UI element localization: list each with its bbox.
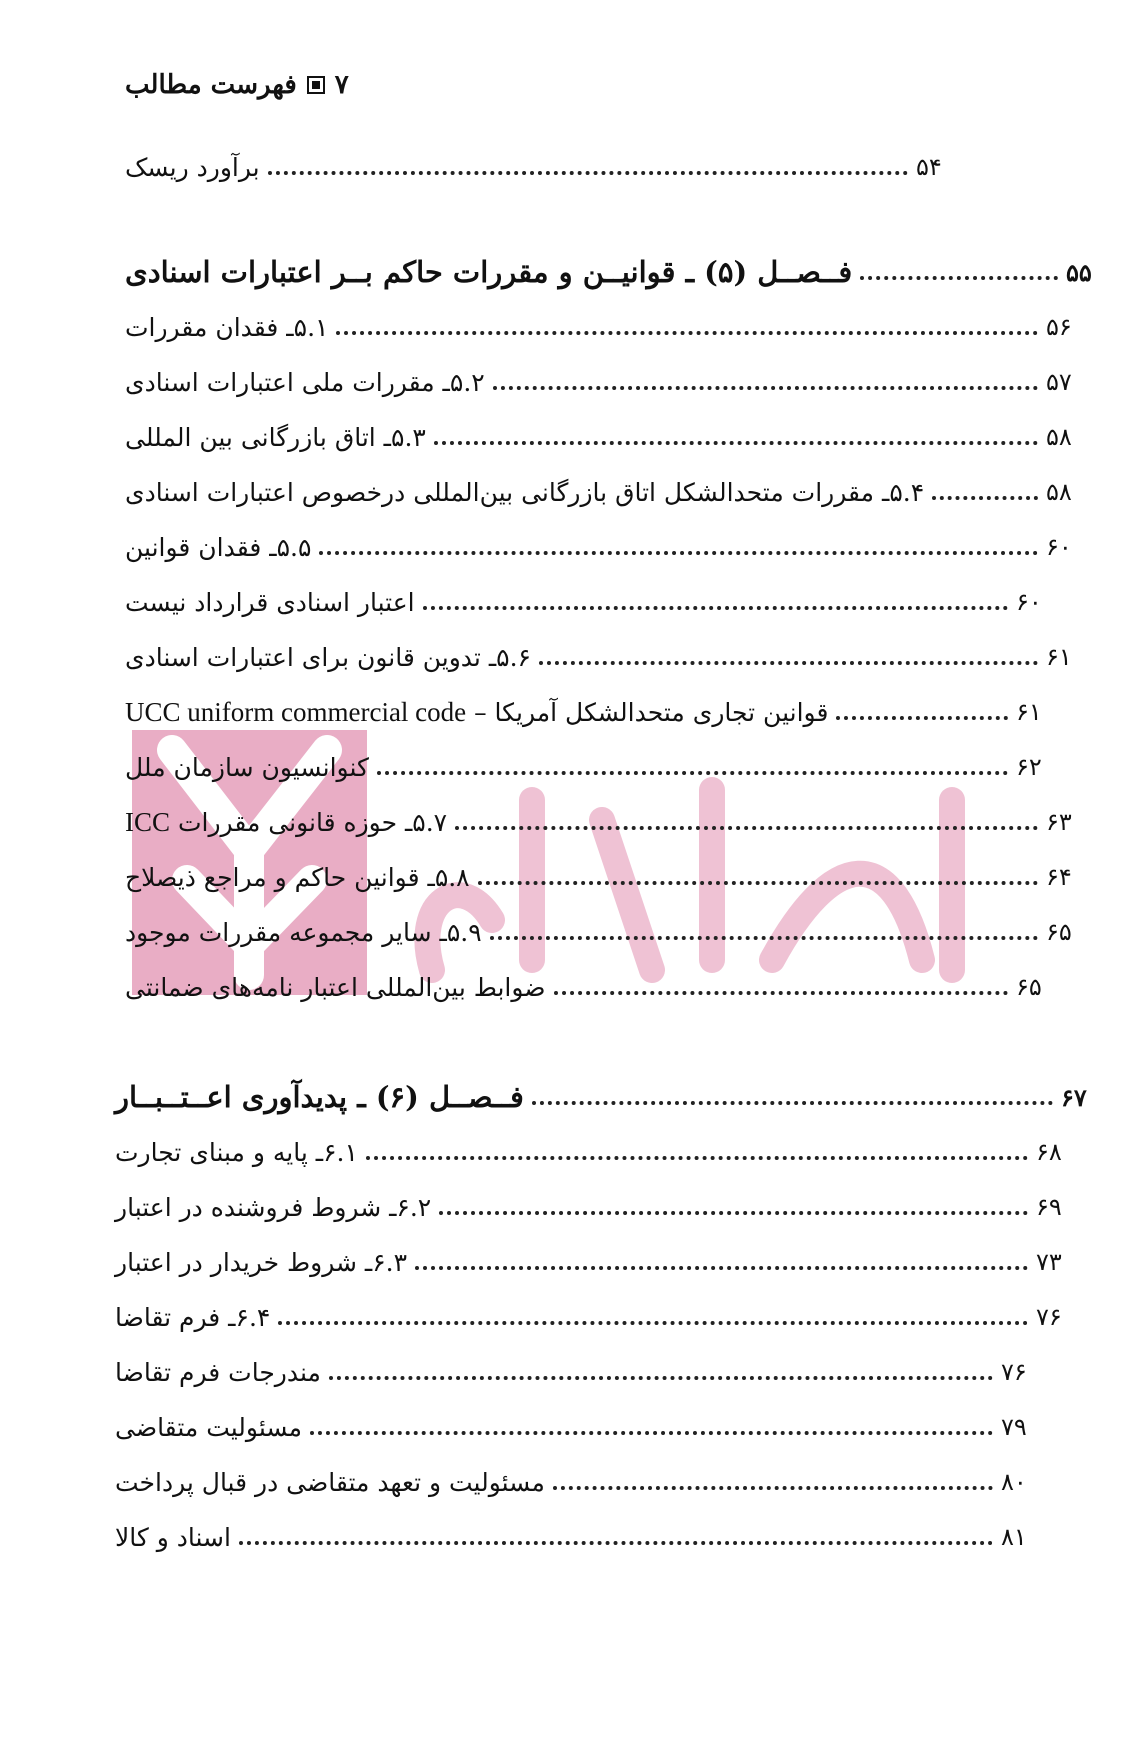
toc-page-number: ۶۴ <box>1046 863 1072 891</box>
toc-entry-title <box>125 697 828 728</box>
dot-leader <box>415 1266 1028 1270</box>
toc-page-number: ۸۱ <box>1001 1523 1027 1551</box>
dot-leader <box>553 1486 993 1490</box>
toc-page-number: ۶۰ <box>1046 533 1072 561</box>
toc-page-number: ۵۸ <box>1046 478 1072 506</box>
toc-page-number: ۵۴ <box>916 153 942 181</box>
toc-entry-title: ۵.۵ـ فقدان قوانین <box>125 532 312 562</box>
toc-page-number: ۶۰ <box>1016 588 1042 616</box>
toc-page-number: ۶۹ <box>1036 1193 1062 1221</box>
header-page-number: ۷ <box>334 70 349 100</box>
toc-entry-title: ضوابط بین‌المللی اعتبار نامه‌های ضمانتی <box>125 972 546 1002</box>
toc-page-number: ۶۸ <box>1036 1138 1062 1166</box>
dot-leader <box>478 881 1038 885</box>
toc-entry[interactable] <box>115 1350 1045 1394</box>
toc-entry-title: مسئولیت و تعهد متقاضی در قبال پرداخت <box>115 1467 545 1497</box>
toc-entry[interactable] <box>125 745 1060 789</box>
toc-entry[interactable] <box>115 1240 1080 1284</box>
toc-entry-title: ۵.۸ـ قوانین حاکم و مراجع ذیصلاح <box>125 862 470 892</box>
toc-entry[interactable] <box>125 525 1090 569</box>
toc-page-number: ۷۶ <box>1001 1358 1027 1386</box>
dot-leader <box>268 171 908 175</box>
toc-entry[interactable] <box>125 855 1090 899</box>
toc-page-number: ۶۳ <box>1046 808 1072 836</box>
dot-leader <box>836 716 1008 720</box>
toc-entry-title <box>125 807 447 838</box>
toc-entry[interactable] <box>115 1515 1045 1559</box>
dot-leader <box>493 386 1038 390</box>
dot-leader <box>539 661 1038 665</box>
toc-entry-title: ۵.۲ـ مقررات ملی اعتبارات اسنادی <box>125 367 485 397</box>
dot-leader <box>423 606 1008 610</box>
toc-entry[interactable] <box>125 635 1090 679</box>
toc-page-number: ۶۷ <box>1061 1082 1087 1112</box>
toc-entry-title: ۵.۶ـ تدوین قانون برای اعتبارات اسنادی <box>125 642 531 672</box>
toc-entry-title-fa: قوانین تجاری متحدالشکل آمریکا – <box>474 697 829 727</box>
dot-leader <box>434 441 1038 445</box>
toc-entry-title: مسئولیت متقاضی <box>115 1412 303 1442</box>
toc-entry-title: ۶.۲ـ شروط فروشنده در اعتبار <box>115 1192 432 1222</box>
toc-entry[interactable] <box>115 1130 1080 1174</box>
toc-page-number: ۷۳ <box>1036 1248 1062 1276</box>
toc-page-number: ۶۲ <box>1016 753 1042 781</box>
toc-entry-title-latin: UCC uniform commercial code <box>125 696 467 727</box>
toc-page-number: ۵۸ <box>1046 423 1072 451</box>
dot-leader <box>860 276 1058 280</box>
dot-leader <box>239 1541 993 1545</box>
toc-page-number: ۵۷ <box>1046 368 1072 396</box>
toc-entry[interactable] <box>115 1185 1080 1229</box>
toc-page-number: ۸۰ <box>1001 1468 1027 1496</box>
toc-chapter-heading[interactable] <box>115 1075 1105 1119</box>
toc-page-number: ۷۶ <box>1036 1303 1062 1331</box>
toc-entry[interactable] <box>115 1295 1080 1339</box>
toc-entry-title: اعتبار اسنادی قرارداد نیست <box>125 587 415 617</box>
toc-page-number: ۶۱ <box>1046 643 1072 671</box>
dot-leader <box>932 496 1038 500</box>
dot-leader <box>319 551 1038 555</box>
dot-leader <box>439 1211 1028 1215</box>
toc-entry-title: ۶.۳ـ شروط خریدار در اعتبار <box>115 1247 408 1277</box>
dot-leader <box>329 1376 993 1380</box>
chapter-title: فــصــل (۵) ـ قوانیــن و مقررات حاکم بــر اعتبارات اسنادی <box>125 255 853 289</box>
dot-leader <box>554 991 1008 995</box>
dot-leader <box>532 1101 1053 1105</box>
toc-entry[interactable] <box>125 470 1090 514</box>
toc-page-number: ۵۶ <box>1046 313 1072 341</box>
dot-leader <box>490 936 1038 940</box>
toc-entry-title: ۵.۳ـ اتاق بازرگانی بین المللی <box>125 422 426 452</box>
toc-page-number: ۵۵ <box>1066 257 1092 287</box>
dot-leader <box>310 1431 993 1435</box>
dot-leader <box>377 771 1008 775</box>
dot-leader <box>455 826 1038 830</box>
toc-entry-title: اسناد و کالا <box>115 1522 231 1552</box>
toc-entry-title-fa: ۵.۷ـ حوزه قانونی مقررات <box>177 807 448 837</box>
toc-page-number: ۶۵ <box>1046 918 1072 946</box>
toc-page-number: ۶۵ <box>1016 973 1042 1001</box>
toc-entry-title-latin: ICC <box>125 806 171 837</box>
toc-entry-title: مندرجات فرم تقاضا <box>115 1357 321 1387</box>
dot-leader <box>278 1321 1028 1325</box>
toc-entry-title: برآورد ریسک <box>125 152 260 182</box>
toc-entry[interactable] <box>115 1405 1045 1449</box>
toc-entry[interactable] <box>125 580 1060 624</box>
toc-entry[interactable] <box>125 415 1090 459</box>
toc-page-number: ۷۹ <box>1001 1413 1027 1441</box>
square-bullet-icon <box>307 76 325 94</box>
toc-entry[interactable] <box>115 1460 1045 1504</box>
toc-entry[interactable] <box>125 800 1090 844</box>
toc-entry[interactable] <box>125 305 1090 349</box>
dot-leader <box>366 1156 1028 1160</box>
dot-leader <box>336 331 1038 335</box>
toc-entry-title: ۵.۴ـ مقررات متحدالشکل اتاق بازرگانی بین‌المللی درخصوص اعتبارات اسنادی <box>125 477 925 507</box>
toc-entry-title: کنوانسیون سازمان ملل <box>125 752 369 782</box>
toc-entry[interactable] <box>125 360 1090 404</box>
toc-page-number: ۶۱ <box>1016 698 1042 726</box>
toc-entry[interactable] <box>125 145 960 189</box>
toc-entry-title: ۶.۱ـ پایه و مبنای تجارت <box>115 1137 358 1167</box>
running-header <box>125 70 349 100</box>
toc-chapter-heading[interactable] <box>125 250 1110 294</box>
toc-entry-title: ۵.۱ـ فقدان مقررات <box>125 312 329 342</box>
toc-entry-title: ۶.۴ـ فرم تقاضا <box>115 1302 271 1332</box>
toc-entry[interactable] <box>125 965 1060 1009</box>
header-title: فهرست مطالب <box>125 70 297 100</box>
toc-entry[interactable] <box>125 910 1090 954</box>
chapter-title: فــصــل (۶) ـ پدیدآوری اعــتــبــار <box>115 1080 524 1114</box>
toc-entry[interactable] <box>125 690 1060 734</box>
toc-entry-title: ۵.۹ـ سایر مجموعه مقررات موجود <box>125 917 482 947</box>
